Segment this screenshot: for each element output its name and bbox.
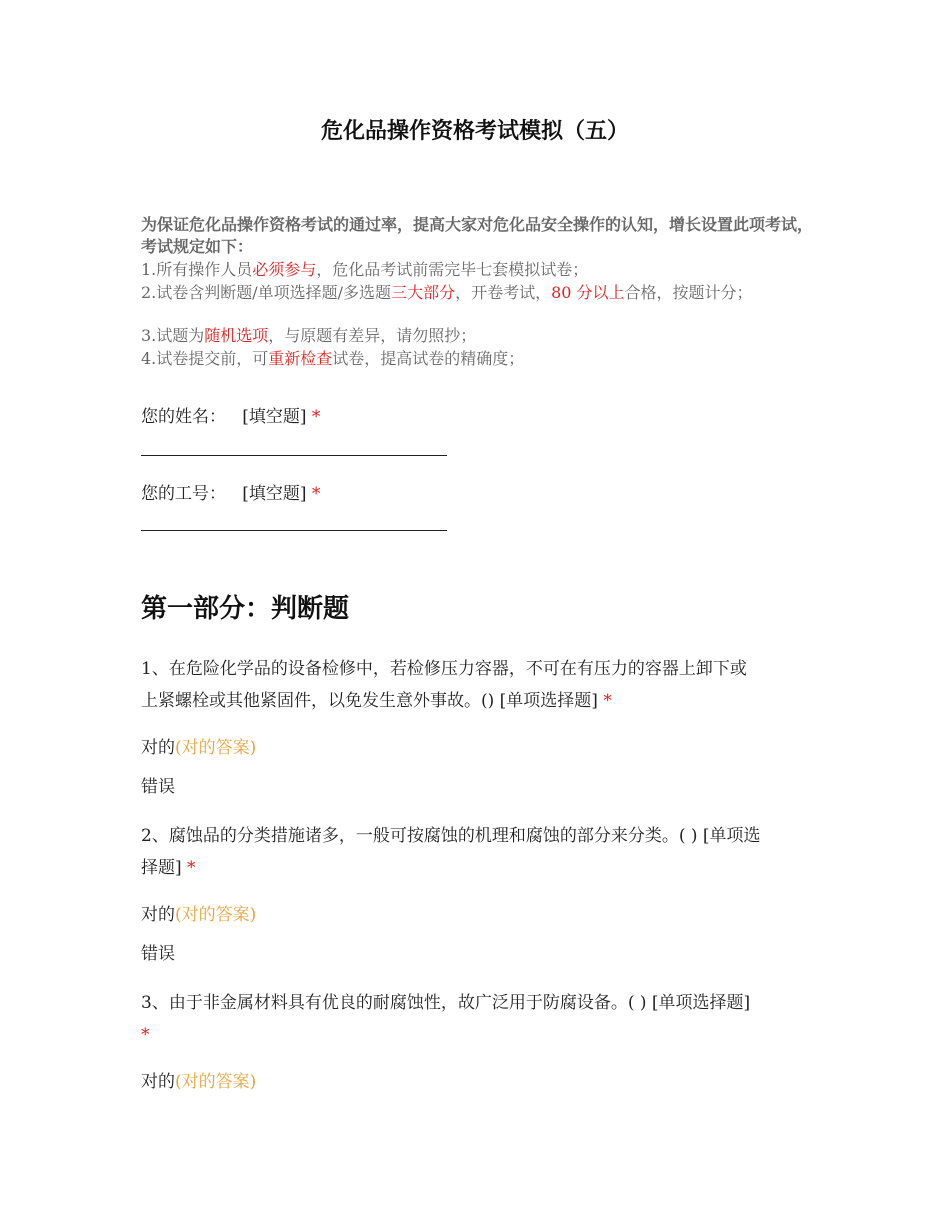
id-field-label: 您的工号： [填空题] * [141,484,321,504]
section-title: 第一部分：判断题 [141,594,350,624]
question-2: 2、腐蚀品的分类措施诸多，一般可按腐蚀的机理和腐蚀的部分来分类。( ) [单项选 择题] * [141,826,761,878]
required-mark: * [311,484,321,504]
rule-highlight: 重新检查 [268,349,333,368]
rule-highlight: 80 分以上 [551,283,625,302]
answer-note: (对的答案) [175,1072,257,1092]
required-mark: * [311,407,321,427]
question-1: 1、在危险化学品的设备检修中，若检修压力容器，不可在有压力的容器上卸下或 上紧螺栓或其他紧固件，以免发生意外事故。() [单项选择题] * [141,659,747,711]
id-input-line[interactable] [141,530,447,531]
rule-highlight: 随机选项 [204,326,269,345]
rule-highlight: 三大部分 [391,283,456,302]
rule-highlight: 必须参与 [252,260,317,279]
rule-1: 1.所有操作人员必须参与，危化品考试前需完毕七套模拟试卷； [141,260,589,279]
answer-note: (对的答案) [175,738,257,758]
rule-4: 4.试卷提交前，可重新检查试卷，提高试卷的精确度； [141,349,525,368]
q3-option-correct[interactable]: 对的(对的答案) [141,1072,257,1092]
name-field-label: 您的姓名： [填空题] * [141,407,321,427]
q1-option-wrong[interactable]: 错误 [141,777,175,797]
required-mark: * [187,858,196,878]
required-mark: * [603,691,612,711]
rule-2: 2.试卷含判断题/单项选择题/多选题三大部分，开卷考试，80 分以上合格，按题计分； [141,283,753,302]
page-title: 危化品操作资格考试模拟（五） [320,118,629,144]
q2-option-wrong[interactable]: 错误 [141,944,175,964]
required-mark: * [141,1025,150,1045]
question-3: 3、由于非金属材料具有优良的耐腐蚀性，故广泛用于防腐设备。( ) [单项选择题] * [141,993,751,1045]
answer-note: (对的答案) [175,905,257,925]
rule-3: 3.试题为随机选项，与原题有差异，请勿照抄； [141,326,477,345]
q1-option-correct[interactable]: 对的(对的答案) [141,738,257,758]
q2-option-correct[interactable]: 对的(对的答案) [141,905,257,925]
name-input-line[interactable] [141,455,447,456]
intro-lead: 为保证危化品操作资格考试的通过率，提高大家对危化品安全操作的认知，增长设置此项考试，考试规定如下： [141,215,814,256]
